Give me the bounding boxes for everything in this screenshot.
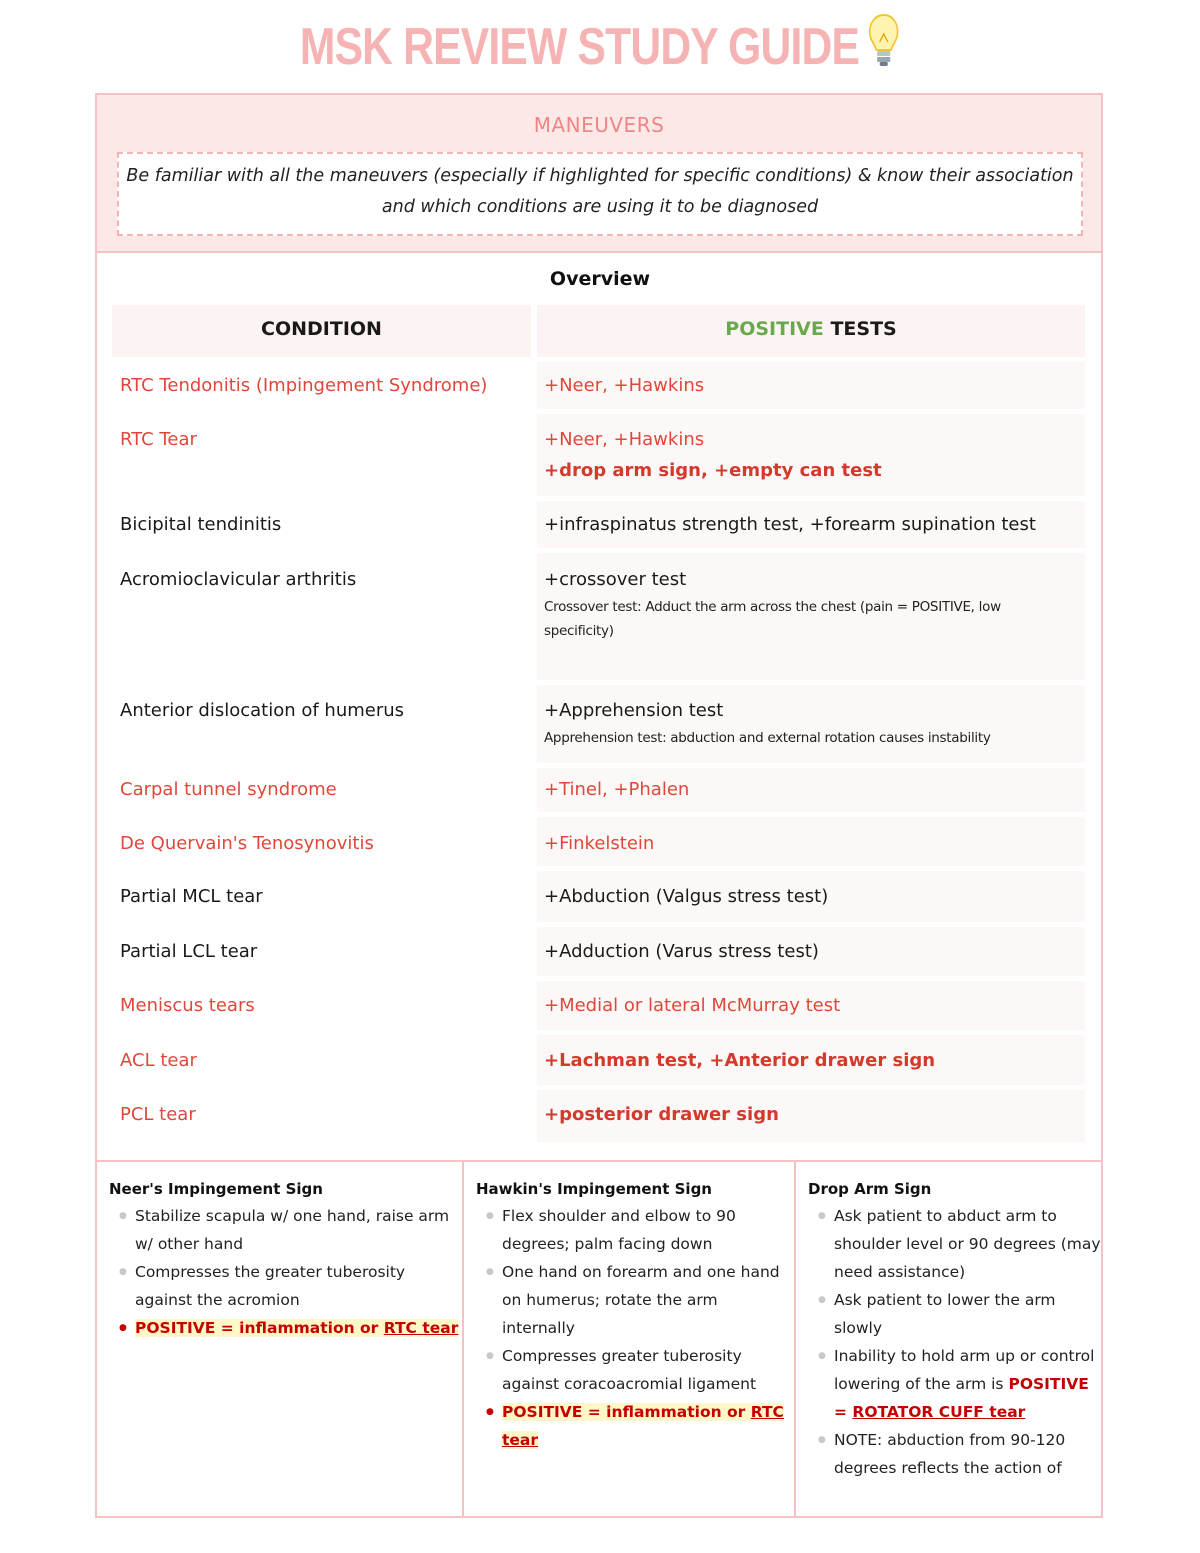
condition-anterior-dislocation: Anterior dislocation of humerus	[120, 700, 405, 721]
maneuvers-heading: MANEUVERS	[533, 113, 665, 137]
column-header-positive-tests	[537, 305, 1085, 357]
condition-de-quervain: De Quervain's Tenosynovitis	[120, 833, 374, 854]
condition-bicipital-tendinitis: Bicipital tendinitis	[120, 514, 282, 535]
tests-partial-lcl: +Adduction (Varus stress test)	[544, 941, 819, 962]
drop-arm-sign-list	[808, 1202, 1101, 1482]
list-item: ● Ask patient to lower the arm slowly	[808, 1286, 1101, 1342]
tests-carpal-tunnel: +Tinel, +Phalen	[544, 779, 690, 800]
tests-label: TESTS	[823, 318, 897, 340]
tests-rtc-tear: +Neer, +Hawkins	[544, 429, 705, 450]
positive-text: POSITIVE = inflammation or	[135, 1319, 384, 1337]
inability-text: Inability to hold arm up or control lowering of the arm is	[834, 1347, 1095, 1393]
condition-pcl-tear: PCL tear	[120, 1104, 196, 1125]
neer-sign-title: Neer's Impingement Sign	[109, 1180, 323, 1198]
tests-partial-mcl: +Abduction (Valgus stress test)	[544, 886, 829, 907]
rtc-tear-link[interactable]: RTC tear	[502, 1403, 784, 1449]
positive-text: POSITIVE =	[834, 1375, 1089, 1421]
neer-sign-column	[97, 1162, 462, 1516]
tests-ac-arthritis: +crossover test	[544, 569, 687, 590]
list-item-positive	[109, 1314, 462, 1342]
overview-title: Overview	[549, 268, 651, 290]
maneuvers-note-line1: Be familiar with all the maneuvers (especially if highlighted for specific conditions) & know their association	[126, 166, 1074, 186]
condition-partial-lcl: Partial LCL tear	[120, 941, 258, 962]
list-item: ● Stabilize scapula w/ one hand, raise arm w/ other hand	[109, 1202, 462, 1258]
tests-rtc-tendonitis: +Neer, +Hawkins	[544, 375, 705, 396]
page-title: MSK REVIEW STUDY GUIDE	[108, 12, 1092, 80]
rotator-cuff-tear-link[interactable]: ROTATOR CUFF tear	[852, 1403, 1026, 1421]
tests-pcl-tear: +posterior drawer sign	[544, 1104, 779, 1125]
note-crossover-test: Crossover test: Adduct the arm across the chest (pain = POSITIVE, low specificity)	[544, 599, 1001, 639]
note-apprehension-test: Apprehension test: abduction and external rotation causes instability	[544, 730, 991, 746]
maneuvers-note-line2: and which conditions are using it to be diagnosed	[381, 197, 819, 217]
tests-de-quervain: +Finkelstein	[544, 833, 655, 854]
condition-carpal-tunnel: Carpal tunnel syndrome	[120, 779, 337, 800]
condition-acl-tear: ACL tear	[120, 1050, 197, 1071]
condition-ac-arthritis: Acromioclavicular arthritis	[120, 569, 357, 590]
list-item	[808, 1342, 1101, 1426]
positive-text: POSITIVE = inflammation or	[502, 1403, 751, 1421]
condition-meniscus-tears: Meniscus tears	[120, 995, 255, 1016]
list-item: ● Compresses greater tuberosity against coracoacromial ligament	[476, 1342, 794, 1398]
rtc-tear-link[interactable]: RTC tear	[383, 1319, 459, 1337]
list-item: ● Compresses the greater tuberosity against the acromion	[109, 1258, 462, 1314]
list-item: ● Flex shoulder and elbow to 90 degrees; palm facing down	[476, 1202, 794, 1258]
list-item: ● NOTE: abduction from 90-120 degrees reflects the action of	[808, 1426, 1101, 1482]
positive-label: POSITIVE	[725, 318, 824, 340]
hawkins-sign-column	[464, 1162, 794, 1516]
tests-acl-tear: +Lachman test, +Anterior drawer sign	[544, 1050, 936, 1071]
neer-sign-list	[109, 1202, 462, 1342]
tests-anterior-dislocation: +Apprehension test	[544, 700, 724, 721]
condition-rtc-tear: RTC Tear	[120, 429, 197, 450]
condition-rtc-tendonitis: RTC Tendonitis (Impingement Syndrome)	[120, 375, 488, 396]
drop-arm-sign-title: Drop Arm Sign	[808, 1180, 932, 1198]
list-item: ● Ask patient to abduct arm to shoulder level or 90 degrees (may need assistance)	[808, 1202, 1101, 1286]
list-item: ● One hand on forearm and one hand on humerus; rotate the arm internally	[476, 1258, 794, 1342]
condition-partial-mcl: Partial MCL tear	[120, 886, 263, 907]
maneuvers-section	[97, 95, 1101, 253]
list-item-positive	[476, 1398, 794, 1454]
lightbulb-icon	[867, 12, 900, 81]
column-header-condition: CONDITION	[112, 305, 531, 357]
tests-rtc-tear-bold: +drop arm sign, +empty can test	[544, 460, 882, 481]
hawkins-sign-title: Hawkin's Impingement Sign	[476, 1180, 712, 1198]
drop-arm-sign-column	[796, 1162, 1101, 1516]
hawkins-sign-list	[476, 1202, 794, 1454]
tests-bicipital-tendinitis: +infraspinatus strength test, +forearm supination test	[544, 514, 1036, 535]
maneuvers-note	[117, 152, 1083, 236]
tests-meniscus-tears: +Medial or lateral McMurray test	[544, 995, 841, 1016]
